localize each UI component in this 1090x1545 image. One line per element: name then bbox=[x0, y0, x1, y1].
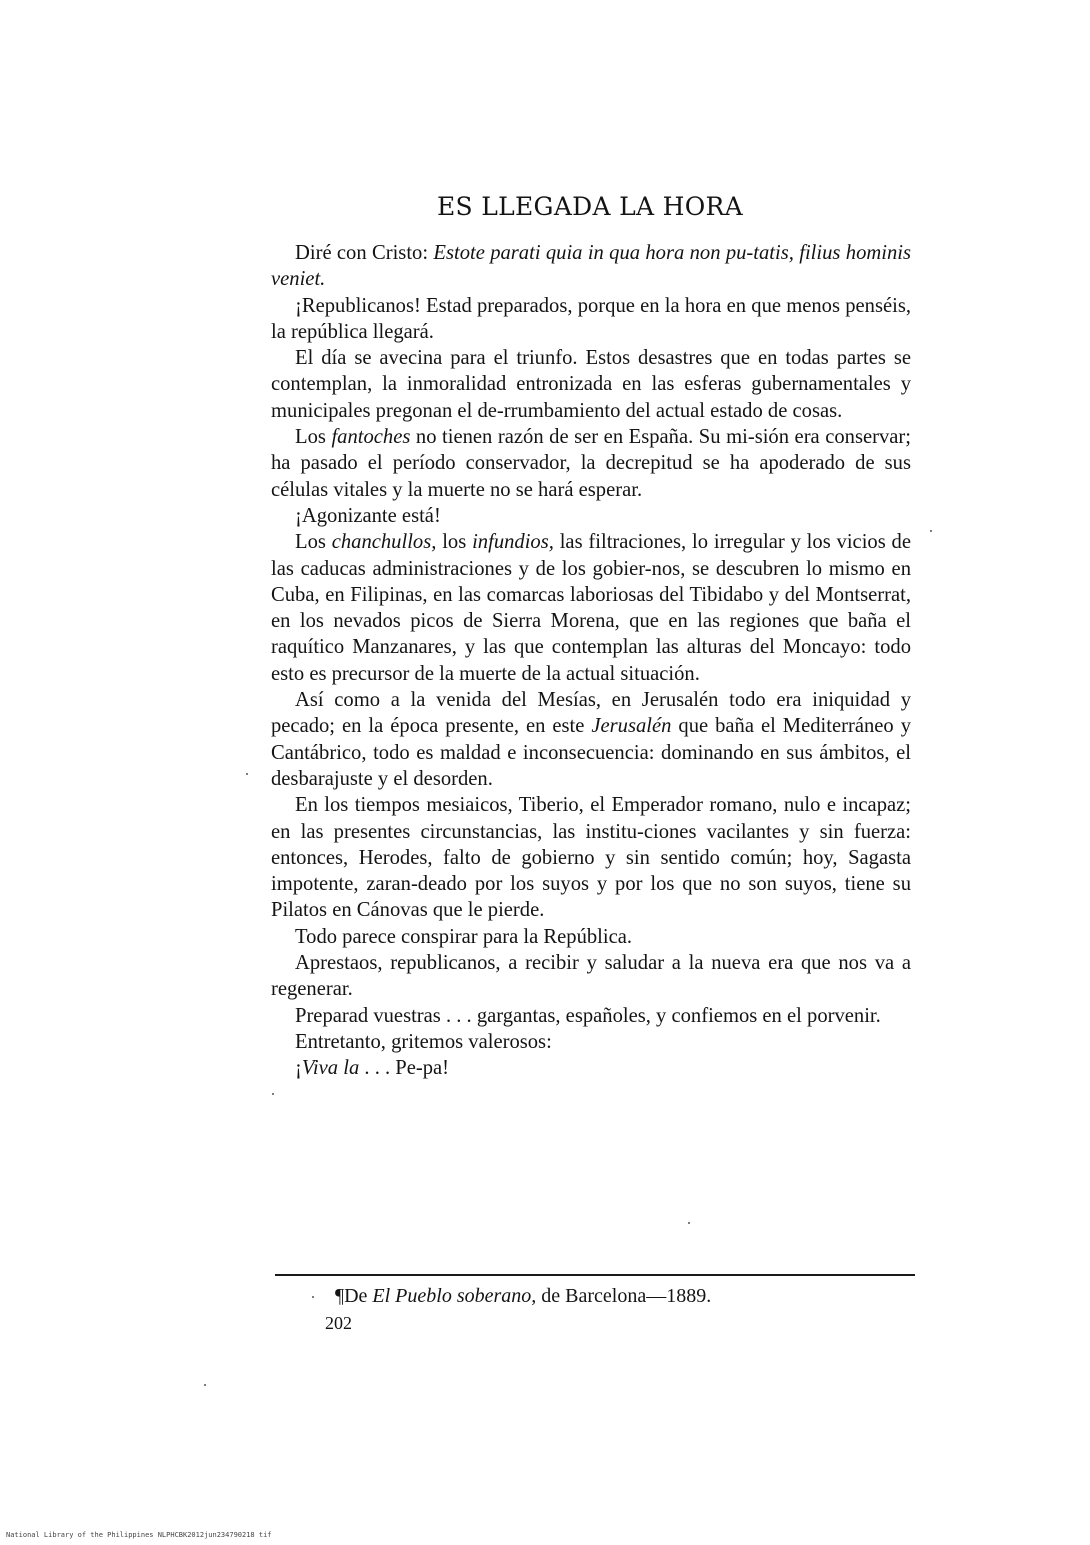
text-run: Preparad vuestras . . . gargantas, españoles, y confiemos en el porvenir. bbox=[295, 1004, 881, 1027]
scan-speck bbox=[688, 1222, 690, 1224]
text-run: En los tiempos mesiaicos, Tiberio, el Emperador romano, nulo e incapaz; en las presentes circunstancias, las institu-ciones vacilantes y sin fuerza: entonces, Herodes, falto de gobierno y sin sentido común; hoy, Sagasta impotente, zaran-deado por los suyos y por los que no son suyos, tiene su Pilatos en Cánovas que le pierde. bbox=[271, 794, 911, 922]
text-run: ¡Republicanos! Estad preparados, porque en la hora en que menos penséis, la república llegará. bbox=[271, 294, 911, 343]
paragraph bbox=[271, 424, 911, 503]
page-title: ES LLEGADA LA HORA bbox=[436, 192, 744, 221]
paragraph bbox=[271, 529, 911, 687]
scan-speck bbox=[246, 773, 248, 775]
paragraph bbox=[271, 924, 911, 950]
text-run: El día se avecina para el triunfo. Estos desastres que en todas partes se contemplan, la inmoralidad entronizada en las esferas gubernamentales y municipales pregonan el de-rrumbamiento del actual estado de cosas. bbox=[271, 347, 911, 422]
scan-speck bbox=[312, 1296, 314, 1298]
paragraph bbox=[271, 1003, 911, 1029]
italic-text: El Pueblo soberano, bbox=[372, 1285, 537, 1307]
scan-speck bbox=[272, 1093, 274, 1095]
italic-text: fantoches bbox=[331, 426, 411, 449]
footnote bbox=[335, 1285, 711, 1308]
text-run: Los bbox=[295, 531, 332, 554]
paragraph bbox=[271, 792, 911, 923]
italic-text: chanchullos, bbox=[331, 531, 437, 554]
text-run: Entretanto, gritemos valerosos: bbox=[295, 1030, 552, 1053]
italic-text: infundios, bbox=[472, 531, 554, 554]
paragraph bbox=[271, 1055, 911, 1081]
italic-text: Jerusalén bbox=[591, 715, 672, 738]
text-run: ¡Agonizante está! bbox=[295, 504, 441, 527]
text-run: ¶De bbox=[335, 1285, 373, 1307]
italic-text: Viva la bbox=[301, 1057, 360, 1080]
italic-text: Estote parati quia in qua hora non pu-tatis, filius hominis veniet. bbox=[271, 242, 911, 291]
scanner-footer: National Library of the Philippines NLPHCBK2012jun234790218 tif bbox=[6, 1531, 272, 1539]
text-run: Los bbox=[295, 426, 332, 449]
text-run: Todo parece conspirar para la República. bbox=[295, 925, 633, 948]
paragraph bbox=[271, 950, 911, 1003]
scan-speck bbox=[204, 1384, 206, 1386]
footnote-rule bbox=[275, 1274, 915, 1276]
text-run: Así como a la venida del Mesías, en Jerusalén todo era iniquidad y pecado; en la época presente, en este bbox=[271, 689, 911, 738]
page-number: 202 bbox=[325, 1313, 352, 1333]
text-run: Aprestaos, republicanos, a recibir y saludar a la nueva era que nos va a regenerar. bbox=[271, 952, 911, 1001]
text-run: ¡ bbox=[295, 1057, 302, 1080]
paragraph bbox=[271, 687, 911, 792]
scan-speck bbox=[930, 530, 932, 532]
paragraph bbox=[271, 240, 911, 293]
text-run: las filtraciones, lo irregular y los vicios de las caducas administraciones y de los gobier-nos, se descubren lo mismo en Cuba, en Filipinas, en las comarcas laboriosas del Tibidabo y del Montserrat, en los nevados picos de Sierra Morena, que en las regiones que baña el raquítico Manzanares, y las que contemplan las alturas del Moncayo: todo esto es precursor de la muerte de la actual situación. bbox=[271, 531, 911, 685]
article-body bbox=[271, 240, 911, 1082]
text-run: Diré con Cristo: bbox=[295, 242, 434, 264]
paragraph bbox=[271, 345, 911, 424]
text-run: que baña el Mediterráneo y Cantábrico, todo es maldad e inconsecuencia: dominando en sus ámbitos, el desbarajuste y el desorden. bbox=[271, 715, 911, 790]
text-run: los bbox=[436, 531, 473, 554]
text-run: . . . Pe-pa! bbox=[359, 1057, 450, 1080]
paragraph bbox=[271, 1029, 911, 1055]
paragraph bbox=[271, 293, 911, 346]
text-run: no tienen razón de ser en España. Su mi-sión era conservar; ha pasado el período conservador, la decrepitud se ha apoderado de sus células vitales y la muerte no se hará esperar. bbox=[271, 426, 911, 501]
paragraph bbox=[271, 503, 911, 529]
text-run: de Barcelona—1889. bbox=[536, 1285, 712, 1307]
